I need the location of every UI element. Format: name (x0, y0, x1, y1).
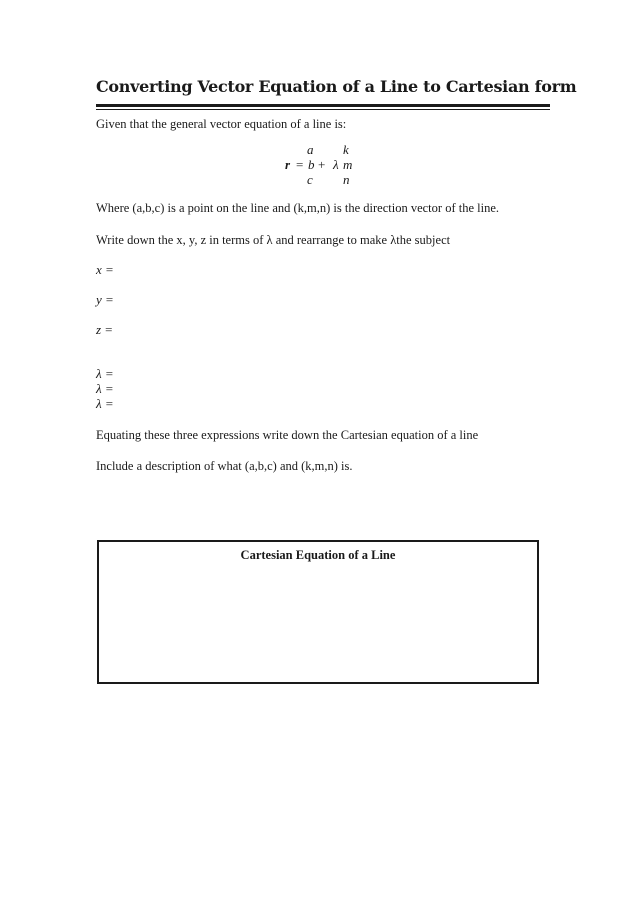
where-text: Where (a,b,c) is a point on the line and (k,m,n) is the direction vector of the line. (96, 201, 499, 215)
lambda-symbol: λ (333, 157, 339, 172)
direction-component-n: n (343, 172, 350, 187)
direction-component-k: k (343, 142, 349, 157)
intro-text: Given that the general vector equation of a line is: (96, 117, 347, 131)
title-divider (96, 104, 550, 107)
x-equation: x = (96, 262, 114, 277)
vector-r: r (285, 157, 291, 172)
point-component-c: c (307, 172, 313, 187)
lambda-equation-2: λ = (96, 381, 114, 396)
answer-box-title: Cartesian Equation of a Line (240, 548, 396, 562)
point-component-a: a (307, 142, 314, 157)
y-equation: y = (96, 292, 114, 307)
equating-text: Equating these three expressions write down the Cartesian equation of a line (96, 428, 479, 442)
lambda-equation-3: λ = (96, 396, 114, 411)
page-title: Converting Vector Equation of a Line to Cartesian form (96, 77, 577, 96)
direction-component-m: m (343, 157, 353, 172)
cartesian-equation-answer-box[interactable] (97, 540, 539, 684)
instruction-text: Write down the x, y, z in terms of λ and rearrange to make λthe subject (96, 233, 451, 247)
equals-sign: = (296, 157, 304, 172)
z-equation: z = (96, 322, 114, 337)
description-text: Include a description of what (a,b,c) and (k,m,n) is. (96, 459, 353, 473)
lambda-equation-1: λ = (96, 366, 114, 381)
point-component-b: b (308, 157, 315, 172)
plus-sign: + (318, 157, 326, 172)
